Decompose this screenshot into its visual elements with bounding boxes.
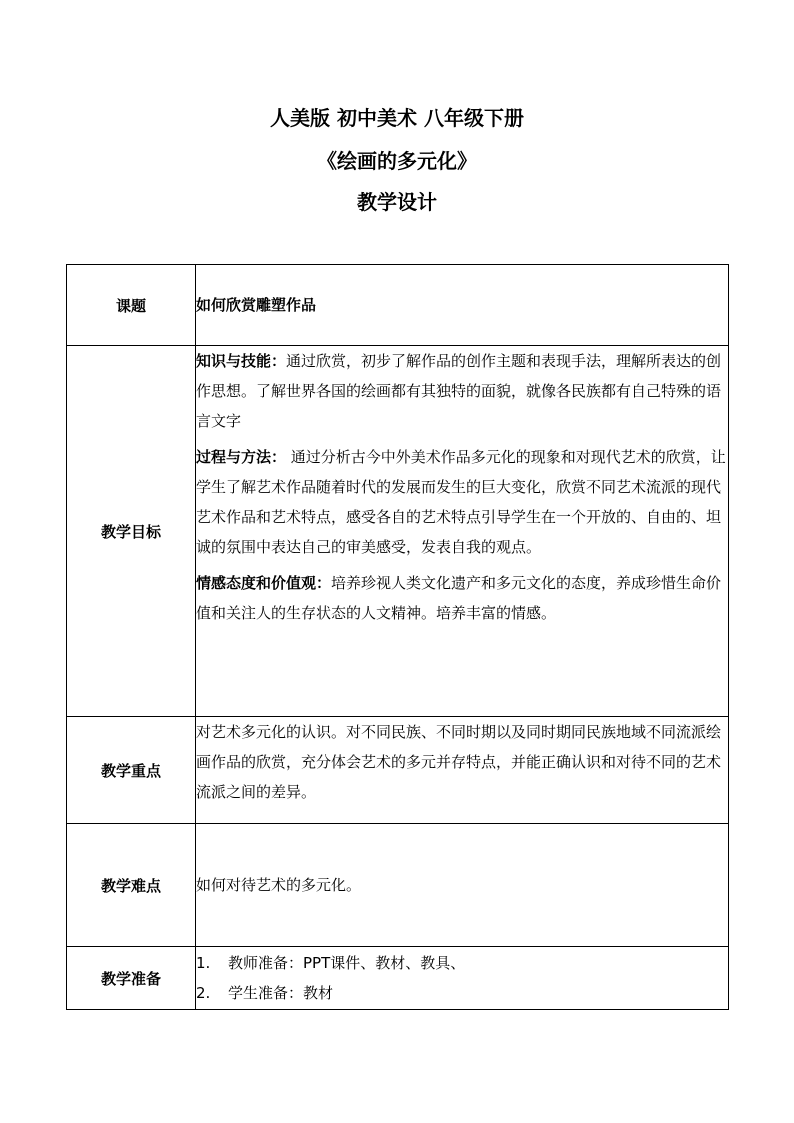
list-item-number: 1.: [196, 954, 211, 972]
process-text: 通过分析古今中外美术作品多元化的现象和对现代艺术的欣赏，让学生了解艺术作品随着时代的发展而发生的巨大变化，欣赏不同艺术流派的现代艺术作品和艺术特点，感受各自的艺术特点引导学生在一个开放的、自由的、坦诚的氛围中表达自己的审美感受，发表自我的观点。: [196, 448, 726, 556]
table-row-goals: [67, 346, 729, 717]
knowledge-paragraph: [196, 346, 728, 436]
topic-label: 课题: [67, 265, 196, 346]
process-paragraph: [196, 442, 728, 562]
goals-content: [196, 346, 729, 717]
lesson-plan-table: [66, 264, 729, 1010]
emotion-paragraph: [196, 568, 728, 628]
list-item-text: 教师准备：PPT课件、教材、教具、: [228, 954, 466, 972]
list-item-text: 学生准备：教材: [228, 984, 334, 1002]
list-item: [196, 948, 728, 978]
preparation-list: [196, 947, 729, 1010]
knowledge-text: 通过欣赏，初步了解作品的创作主题和表现手法，理解所表达的创作思想。了解世界各国的绘画都有其独特的面貌，就像各民族都有自己特殊的语言文字: [196, 352, 722, 430]
document-title-line2: 《绘画的多元化》: [317, 149, 477, 173]
list-item-number: 2.: [196, 984, 211, 1002]
document-title-line1: 人美版 初中美术 八年级下册: [270, 106, 524, 130]
preparation-label: 教学准备: [67, 947, 196, 1010]
table-row-topic: [67, 265, 729, 346]
document-title-line3: 教学设计: [357, 190, 437, 214]
key-points-label: 教学重点: [67, 717, 196, 824]
difficulties-value: 如何对待艺术的多元化。: [196, 824, 729, 947]
goals-label: 教学目标: [67, 346, 196, 717]
emotion-heading: 情感态度和价值观：: [196, 574, 332, 592]
difficulties-label: 教学难点: [67, 824, 196, 947]
emotion-text: 培养珍视人类文化遗产和多元文化的态度，养成珍惜生命价值和关注人的生存状态的人文精神。培养丰富的情感。: [196, 574, 722, 622]
key-points-value: 对艺术多元化的认识。对不同民族、不同时期以及同时期同民族地域不同流派绘画作品的欣赏，充分体会艺术的多元并存特点，并能正确认识和对待不同的艺术流派之间的差异。: [196, 717, 729, 824]
table-row-key-points: [67, 717, 729, 824]
table-row-preparation: [67, 947, 729, 1010]
topic-value: 如何欣赏雕塑作品: [196, 265, 729, 346]
knowledge-heading: 知识与技能：: [196, 352, 287, 370]
process-heading: 过程与方法：: [196, 448, 287, 466]
list-item: [196, 978, 728, 1008]
table-row-difficulties: [67, 824, 729, 947]
